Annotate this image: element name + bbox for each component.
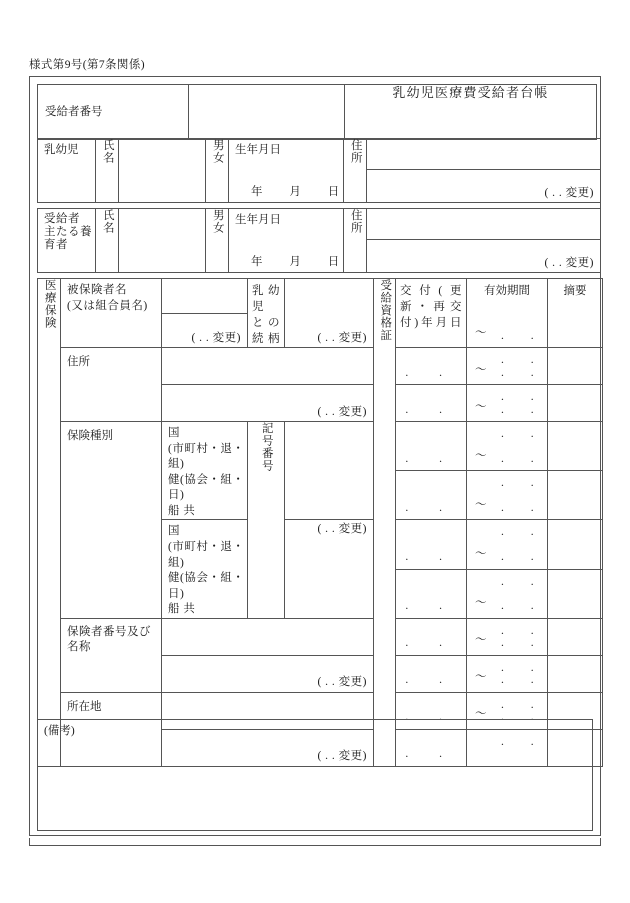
insurer-number-change-note: ( . . 変更) [317,676,367,689]
infant-label-cell [38,139,96,203]
relation-label-line2: と の [252,317,280,330]
notes-table [37,719,593,831]
insured-name-change-note: ( . . 変更) [191,332,241,344]
validity-dots-top-5: . . [501,526,546,539]
validity-dots-bottom-4: . . [501,453,546,466]
insurance-type-label-cell [61,422,162,618]
issue-date-cell-4[interactable] [396,471,467,520]
remarks-cell-7[interactable] [548,618,603,655]
remarks-cell-6[interactable] [548,569,603,618]
symbol-number-label: 記号番号 [260,422,273,473]
insurer-number-value-cell[interactable] [162,618,374,655]
issue-date-dots-7: . . [405,637,456,650]
symbol-number-value-cell-1[interactable] [285,422,374,520]
validity-tilde-3: ～ [475,401,487,413]
validity-tilde-9: ～ [475,671,487,684]
issue-date-cell-2[interactable] [396,385,467,422]
infant-address-value-cell[interactable] [367,139,601,170]
validity-dots-bottom-2: . . [501,367,546,379]
guardian-birth-month: 月 [289,255,302,268]
guardian-address-value-cell[interactable] [367,209,601,240]
validity-tilde-2: ～ [475,364,487,376]
issue-date-cell-6[interactable] [396,569,467,618]
issue-date-cell-3[interactable] [396,422,467,471]
validity-dots-top-1: . . [501,354,546,367]
insurer-location-label: 所在地 [67,700,102,713]
insurance-type-label: 保険種別 [67,430,113,443]
issue-date-dots-8: . . [405,674,456,687]
validity-dots-bottom-5: . . [501,502,546,515]
header-row [38,85,597,140]
validity-tilde-8: ～ [475,634,487,647]
guardian-label [44,213,92,253]
guardian-birth-year: 年 [251,255,264,268]
recipient-number-value-cell[interactable] [189,85,345,140]
issue-date-cell-7[interactable] [396,618,467,655]
type-option-kenpo-1: 健(協会・組・日) [168,473,245,502]
validity-header: 有効期間 [484,285,530,297]
issue-date-dots-2: . . [405,404,456,416]
infant-birth-cell[interactable] [229,139,344,203]
validity-tilde-5: ～ [475,499,487,512]
insured-name-label-line1: 被保険者名 [67,284,127,296]
type-option-kokuho-2: 国 [168,525,180,538]
type-option-kokuho-1: 国 [168,427,180,440]
guardian-sex-label-cell [206,209,229,273]
validity-dots-top-4: . . [501,477,546,490]
guardian-address-change-note: ( . . 変更) [544,256,594,269]
insurance-address-label-cell [61,348,162,422]
relation-change-note: ( . . 変更) [317,332,367,344]
remarks-cell-5[interactable] [548,520,603,569]
guardian-birth-cell[interactable] [229,209,344,273]
validity-dots-top-7: . . [501,624,546,637]
notes-label: (備考) [44,725,75,737]
issue-header-line1: 交付(更 [400,285,462,297]
main-body-table [37,278,603,767]
type-option-sen-kyo-1: 船 共 [168,504,196,517]
infant-address-change-cell[interactable] [367,170,601,203]
document-title: 乳幼児医療費受給者台帳 [392,85,549,100]
guardian-label-line1: 受給者 [44,213,80,225]
validity-dots-bottom-6: . . [501,551,546,564]
validity-dots-bottom-1: . . [501,330,546,342]
symbol-number-change-note: ( . . 変更) [317,523,367,536]
validity-dots-bottom-8: . . [501,637,546,650]
insured-name-label-cell [61,279,162,348]
issue-date-dots-9: . . [405,711,456,724]
infant-label: 乳幼児 [44,144,79,156]
form-bottom-strip [29,838,601,846]
insurer-location-change-note: ( . . 変更) [317,750,367,763]
insurance-side-label-cell [38,279,61,767]
insured-name-change-cell[interactable] [162,313,248,348]
validity-tilde-4: ～ [475,450,487,463]
infant-address-label: 住所 [349,139,362,164]
guardian-birth-ymd [229,255,341,269]
guardian-name-label-cell [96,209,119,273]
issue-date-header-cell [396,279,467,348]
guardian-address-label: 住所 [349,209,362,234]
type-option-sen-kyo-2: 船 共 [168,603,196,616]
remarks-cell-2[interactable] [548,385,603,422]
insurance-address-change-note: ( . . 変更) [317,406,367,418]
infant-birth-label: 生年月日 [235,144,281,156]
notes-row [38,720,593,831]
remarks-cell-4[interactable] [548,471,603,520]
guardian-table [37,208,601,273]
issue-header-line3: 付)年月日 [400,317,462,330]
issue-date-dots-3: . . [405,453,456,466]
insurance-insured-row [38,279,603,314]
header-table [37,84,597,140]
document-title-cell [345,85,597,140]
recipient-number-label-cell [38,85,189,140]
symbol-number-label-cell [248,422,285,618]
validity-dots-top-9: . . [501,698,546,711]
validity-dots-bottom-3: . . [501,404,546,416]
infant-row [38,139,601,170]
insurer-number-label-line2: 名称 [67,641,91,654]
insurance-side-label: 医療保険 [43,279,56,329]
form-number: 様式第9号(第7条関係) [29,59,145,71]
type-option-municipal-2: (市町村・退・組) [168,540,245,569]
validity-dots-top-3: . . [501,428,546,441]
remarks-header-cell [548,279,603,348]
type-option-kenpo-2: 健(協会・組・日) [168,572,245,600]
insured-name-label-line2: (又は組合員名) [67,299,148,312]
certificate-side-label-cell [374,279,396,767]
insurer-number-label-cell [61,618,162,692]
infant-sex-label-cell [206,139,229,203]
issue-date-cell-5[interactable] [396,520,467,569]
insurance-type-options-cell-1[interactable] [162,422,248,520]
issue-date-dots-6: . . [405,600,456,613]
validity-dots-top-2: . . [501,391,546,404]
insurance-address-value-cell[interactable] [162,348,374,385]
issue-date-cell-8[interactable] [396,655,467,692]
insurance-address-change-cell[interactable] [162,385,374,422]
validity-dots-top-6: . . [501,575,546,588]
relation-label-line3: 続柄 [252,333,280,346]
guardian-row [38,209,601,240]
insurer-number-change-cell[interactable] [162,655,374,692]
issue-date-dots-5: . . [405,551,456,564]
notes-cell[interactable] [38,720,593,831]
validity-dots-bottom-7: . . [501,600,546,613]
validity-tilde-6: ～ [475,548,487,561]
validity-tilde-10: ～ [475,708,487,721]
infant-birth-year: 年 [251,185,264,198]
validity-dots-top-8: . . [501,661,546,674]
insured-name-value-cell[interactable] [162,279,248,314]
infant-birth-month: 月 [289,185,302,198]
relation-value-cell[interactable] [285,279,374,348]
issue-date-dots-1: . . [405,367,456,379]
validity-dots-bottom-10: . . [501,711,546,724]
infant-name-value-cell[interactable] [119,139,206,203]
guardian-birth-label: 生年月日 [235,214,281,226]
insurance-address-label: 住所 [67,356,90,369]
infant-birth-ymd [229,185,341,199]
insurance-type-options-cell-2[interactable] [162,520,248,618]
issue-date-dots-4: . . [405,502,456,515]
infant-name-label-cell [96,139,119,203]
remarks-cell-1[interactable] [548,348,603,385]
guardian-address-label-cell [344,209,367,273]
remarks-header: 摘要 [563,285,587,297]
guardian-name-value-cell[interactable] [119,209,206,273]
infant-table [37,138,601,203]
relation-label-line1: 乳幼児 [252,285,280,314]
remarks-cell-3[interactable] [548,422,603,471]
guardian-label-cell [38,209,96,273]
issue-date-cell-1[interactable] [396,348,467,385]
remarks-cell-8[interactable] [548,655,603,692]
certificate-side-label: 受給資格証 [379,279,392,342]
insurer-number-label-line1: 保険者番号及び [67,625,151,638]
infant-sex-label: 男女 [211,139,224,164]
guardian-label-line2: 主たる養 [44,226,92,239]
issue-header-line2: 新・再交 [400,301,462,314]
validity-dots-top-10: . . [501,735,546,748]
guardian-address-change-cell[interactable] [367,240,601,273]
validity-dots-bottom-9: . . [501,674,546,687]
guardian-sex-label: 男女 [211,209,224,234]
guardian-name-label: 氏名 [101,209,114,234]
infant-address-change-note: ( . . 変更) [544,186,594,199]
infant-birth-day: 日 [327,185,341,198]
type-option-municipal-1: (市町村・退・組) [168,442,245,471]
relation-label-cell [248,279,285,348]
guardian-label-line3: 育者 [44,239,68,252]
recipient-number-label: 受給者番号 [45,105,103,118]
symbol-number-value-cell-2[interactable] [285,520,374,618]
guardian-birth-day: 日 [327,255,341,268]
validity-tilde-1: ～ [475,327,487,339]
infant-name-label: 氏名 [101,139,114,164]
validity-tilde-7: ～ [475,597,487,610]
issue-date-dots-10: . . [405,748,456,761]
infant-address-label-cell [344,139,367,203]
